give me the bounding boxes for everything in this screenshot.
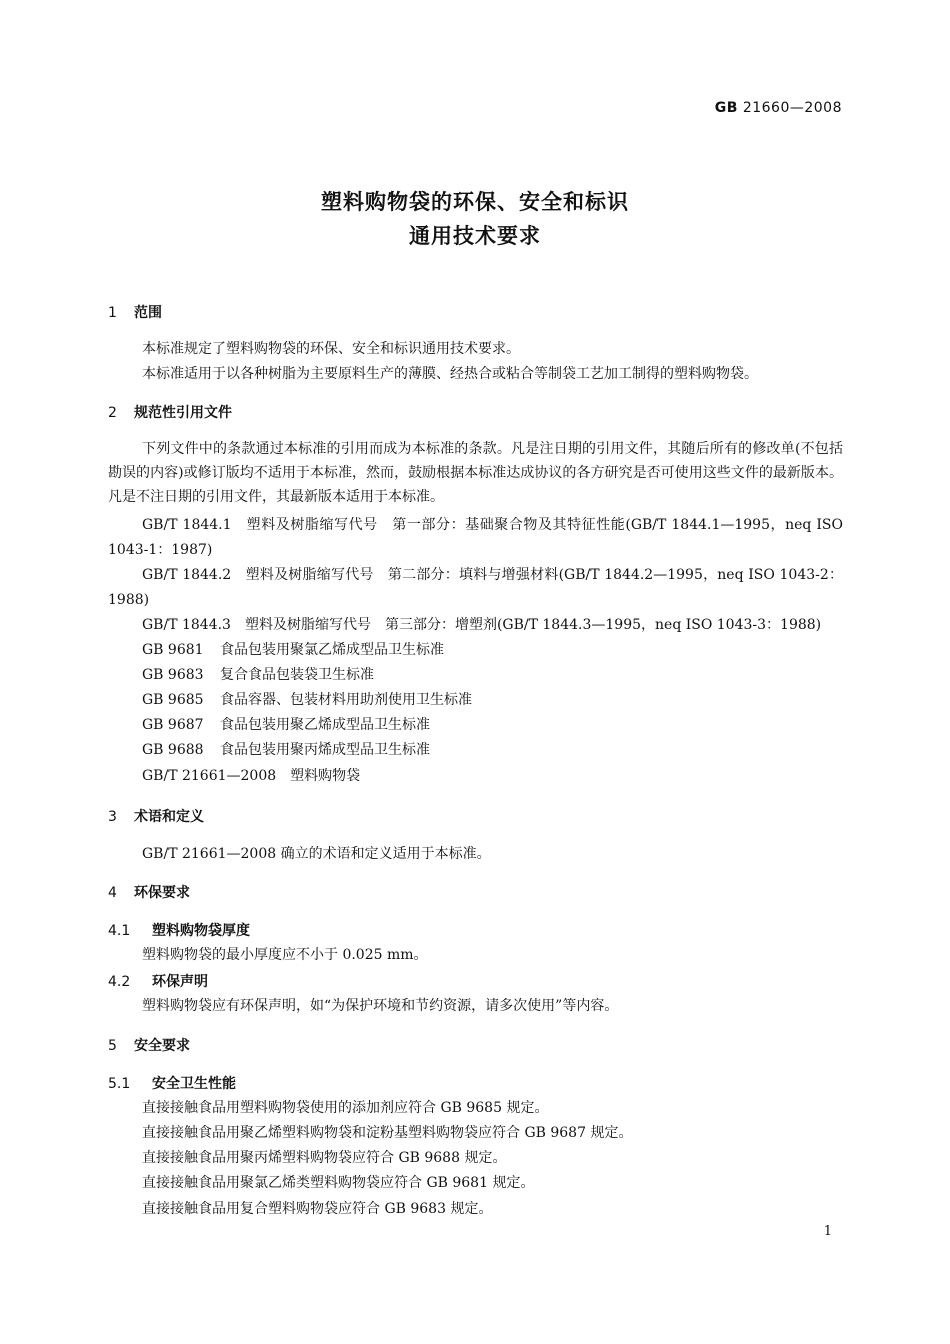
subsection-4-2-heading bbox=[108, 971, 208, 991]
reference-code: GB 9687 bbox=[142, 717, 204, 733]
standard-code: 21660—2008 bbox=[742, 100, 842, 116]
paragraph: 本标准适用于以各种树脂为主要原料生产的薄膜、经热合或粘合等制袋工艺加工制得的塑料购物袋。 bbox=[142, 366, 758, 382]
section-number: 5 bbox=[108, 1038, 117, 1054]
section-title: 范围 bbox=[134, 305, 162, 321]
page-number: 1 bbox=[823, 1224, 832, 1239]
paragraph: 直接接触食品用塑料购物袋使用的添加剂应符合 GB 9685 规定。 bbox=[142, 1100, 549, 1116]
section-title: 环保要求 bbox=[134, 885, 190, 901]
paragraph: 直接接触食品用聚丙烯塑料购物袋应符合 GB 9688 规定。 bbox=[142, 1150, 507, 1166]
reference-code: GB 9681 bbox=[142, 642, 204, 658]
subsection-title: 塑料购物袋厚度 bbox=[152, 923, 250, 939]
reference-title: 食品包装用聚丙烯成型品卫生标准 bbox=[220, 742, 430, 758]
paragraph: 塑料购物袋应有环保声明，如“为保护环境和节约资源，请多次使用”等内容。 bbox=[142, 998, 619, 1014]
reference-item bbox=[142, 639, 444, 659]
subsection-number: 4.2 bbox=[108, 974, 131, 990]
reference-title: 食品容器、包装材料用助剂使用卫生标准 bbox=[220, 692, 472, 708]
subsection-5-1-heading bbox=[108, 1073, 236, 1093]
reference-code: GB 9685 bbox=[142, 692, 204, 708]
reference-item: GB/T 1844.3 塑料及树脂缩写代号 第三部分：增塑剂(GB/T 1844.3—1995，neq ISO 1043-3：1988) bbox=[142, 617, 822, 633]
reference-title: 食品包装用聚氯乙烯成型品卫生标准 bbox=[220, 642, 444, 658]
reference-code: GB 9683 bbox=[142, 667, 204, 683]
section-number: 3 bbox=[108, 809, 117, 825]
paragraph: GB/T 21661—2008 确立的术语和定义适用于本标准。 bbox=[142, 846, 491, 862]
document-title-line1: 塑料购物袋的环保、安全和标识 bbox=[321, 190, 629, 214]
paragraph: 本标准规定了塑料购物袋的环保、安全和标识通用技术要求。 bbox=[142, 341, 520, 357]
section-title: 术语和定义 bbox=[134, 809, 204, 825]
paragraph-intro: 下列文件中的条款通过本标准的引用而成为本标准的条款。凡是注日期的引用文件，其随后所有的修改单(不包括勘误的内容)或修订版均不适用于本标准，然而，鼓励根据本标准达成协议的各方研究是否可使用这些文件的最新版本。凡是不注日期的引用文件，其最新版本适用于本标准。 bbox=[108, 441, 843, 505]
reference-item bbox=[142, 739, 430, 759]
reference-item bbox=[142, 664, 374, 684]
subsection-4-1-heading bbox=[108, 920, 250, 940]
reference-item: GB/T 1844.2 塑料及树脂缩写代号 第二部分：填料与增强材料(GB/T 1844.2—1995，neq ISO 1043-2：1988) bbox=[108, 567, 843, 608]
standard-number bbox=[715, 100, 842, 116]
section-number: 2 bbox=[108, 405, 117, 421]
reference-item bbox=[142, 689, 472, 709]
paragraph: 塑料购物袋的最小厚度应不小于 0.025 mm。 bbox=[142, 947, 428, 963]
section-1-heading bbox=[108, 302, 162, 322]
paragraph: 直接接触食品用聚氯乙烯类塑料购物袋应符合 GB 9681 规定。 bbox=[142, 1175, 535, 1191]
subsection-number: 4.1 bbox=[108, 923, 131, 939]
reference-code: GB 9688 bbox=[142, 742, 204, 758]
section-4-heading bbox=[108, 882, 190, 902]
reference-item: GB/T 21661—2008 塑料购物袋 bbox=[142, 768, 361, 784]
paragraph: 直接接触食品用复合塑料购物袋应符合 GB 9683 规定。 bbox=[142, 1201, 493, 1217]
section-number: 4 bbox=[108, 885, 117, 901]
section-5-heading bbox=[108, 1035, 190, 1055]
section-3-heading bbox=[108, 806, 204, 826]
section-number: 1 bbox=[108, 305, 117, 321]
reference-item bbox=[142, 714, 430, 734]
document-title-line2: 通用技术要求 bbox=[409, 224, 541, 248]
subsection-title: 环保声明 bbox=[152, 974, 208, 990]
standard-prefix: GB bbox=[714, 100, 738, 116]
reference-item: GB/T 1844.1 塑料及树脂缩写代号 第一部分：基础聚合物及其特征性能(GB/T 1844.1—1995，neq ISO 1043-1：1987) bbox=[108, 517, 843, 558]
reference-title: 食品包装用聚乙烯成型品卫生标准 bbox=[220, 717, 430, 733]
reference-title: 复合食品包装袋卫生标准 bbox=[220, 667, 374, 683]
paragraph: 直接接触食品用聚乙烯塑料购物袋和淀粉基塑料购物袋应符合 GB 9687 规定。 bbox=[142, 1125, 633, 1141]
subsection-title: 安全卫生性能 bbox=[152, 1076, 236, 1092]
subsection-number: 5.1 bbox=[108, 1076, 131, 1092]
section-title: 规范性引用文件 bbox=[134, 405, 232, 421]
section-2-heading bbox=[108, 402, 232, 422]
section-title: 安全要求 bbox=[134, 1038, 190, 1054]
